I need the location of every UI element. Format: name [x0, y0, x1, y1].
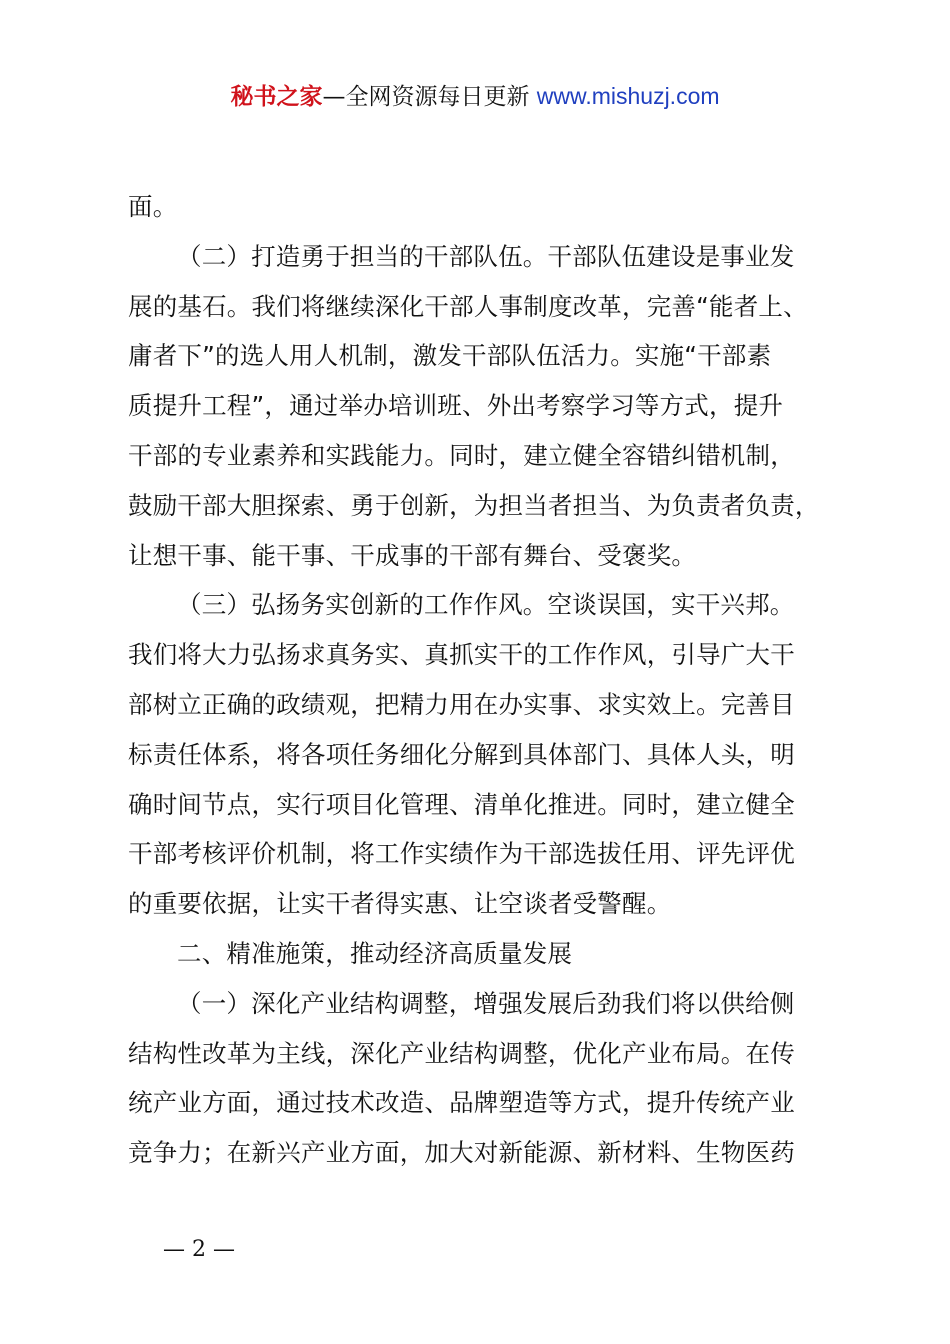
- text-line: 竞争力；在新兴产业方面，加大对新能源、新材料、生物医药: [128, 1138, 795, 1168]
- paragraph-work-style: [128, 580, 840, 929]
- page-number: — 2 —: [163, 1237, 235, 1262]
- text-line: 结构性改革为主线，深化产业结构调整，优化产业布局。在传: [128, 1038, 795, 1068]
- paragraph-cadre-team: [128, 232, 840, 581]
- text-line: 干部考核评价机制，将工作实绩作为干部选拔任用、评先评优: [128, 839, 795, 869]
- section-heading: [128, 929, 840, 979]
- paragraph-industry: [128, 979, 840, 1178]
- document-body: [128, 182, 840, 1178]
- text-line: 我们将大力弘扬求真务实、真抓实干的工作作风，引导广大干: [128, 640, 795, 670]
- section-heading-text: 二、精准施策，推动经济高质量发展: [177, 938, 573, 968]
- text-line: （一）深化产业结构调整，增强发展后劲我们将以供给侧: [177, 988, 795, 1018]
- site-header: [0, 78, 950, 115]
- text-line: 的重要依据，让实干者得实惠、让空谈者受警醒。: [128, 889, 672, 919]
- text-line: （二）打造勇于担当的干部队伍。干部队伍建设是事业发: [177, 241, 795, 271]
- paragraph-continuation: [128, 182, 840, 232]
- text-line: 面。: [128, 192, 178, 221]
- text-line: 质提升工程”，通过举办培训班、外出考察学习等方式，提升: [128, 391, 784, 421]
- brand-name: 秘书之家: [230, 84, 323, 110]
- text-line: 庸者下”的选人用人机制，激发干部队伍活力。实施“干部素: [128, 341, 772, 371]
- site-url-link[interactable]: www.mishuzj.com: [536, 83, 720, 109]
- text-line: 干部的专业素养和实践能力。同时，建立健全容错纠错机制，: [128, 440, 795, 470]
- text-line: 鼓励干部大胆探索、勇于创新，为担当者担当、为负责者负责，: [128, 490, 820, 520]
- text-line: 让想干事、能干事、干成事的干部有舞台、受褒奖。: [128, 540, 697, 570]
- text-line: 确时间节点，实行项目化管理、清单化推进。同时，建立健全: [128, 789, 795, 819]
- text-line: 展的基石。我们将继续深化干部人事制度改革，完善“能者上、: [128, 291, 808, 321]
- text-line: 标责任体系，将各项任务细化分解到具体部门、具体人头，明: [128, 739, 795, 769]
- text-line: （三）弘扬务实创新的工作作风。空谈误国，实干兴邦。: [177, 590, 795, 620]
- text-line: 统产业方面，通过技术改造、品牌塑造等方式，提升传统产业: [128, 1088, 795, 1118]
- header-tagline: —全网资源每日更新: [322, 84, 537, 110]
- text-line: 部树立正确的政绩观，把精力用在办实事、求实效上。完善目: [128, 689, 795, 719]
